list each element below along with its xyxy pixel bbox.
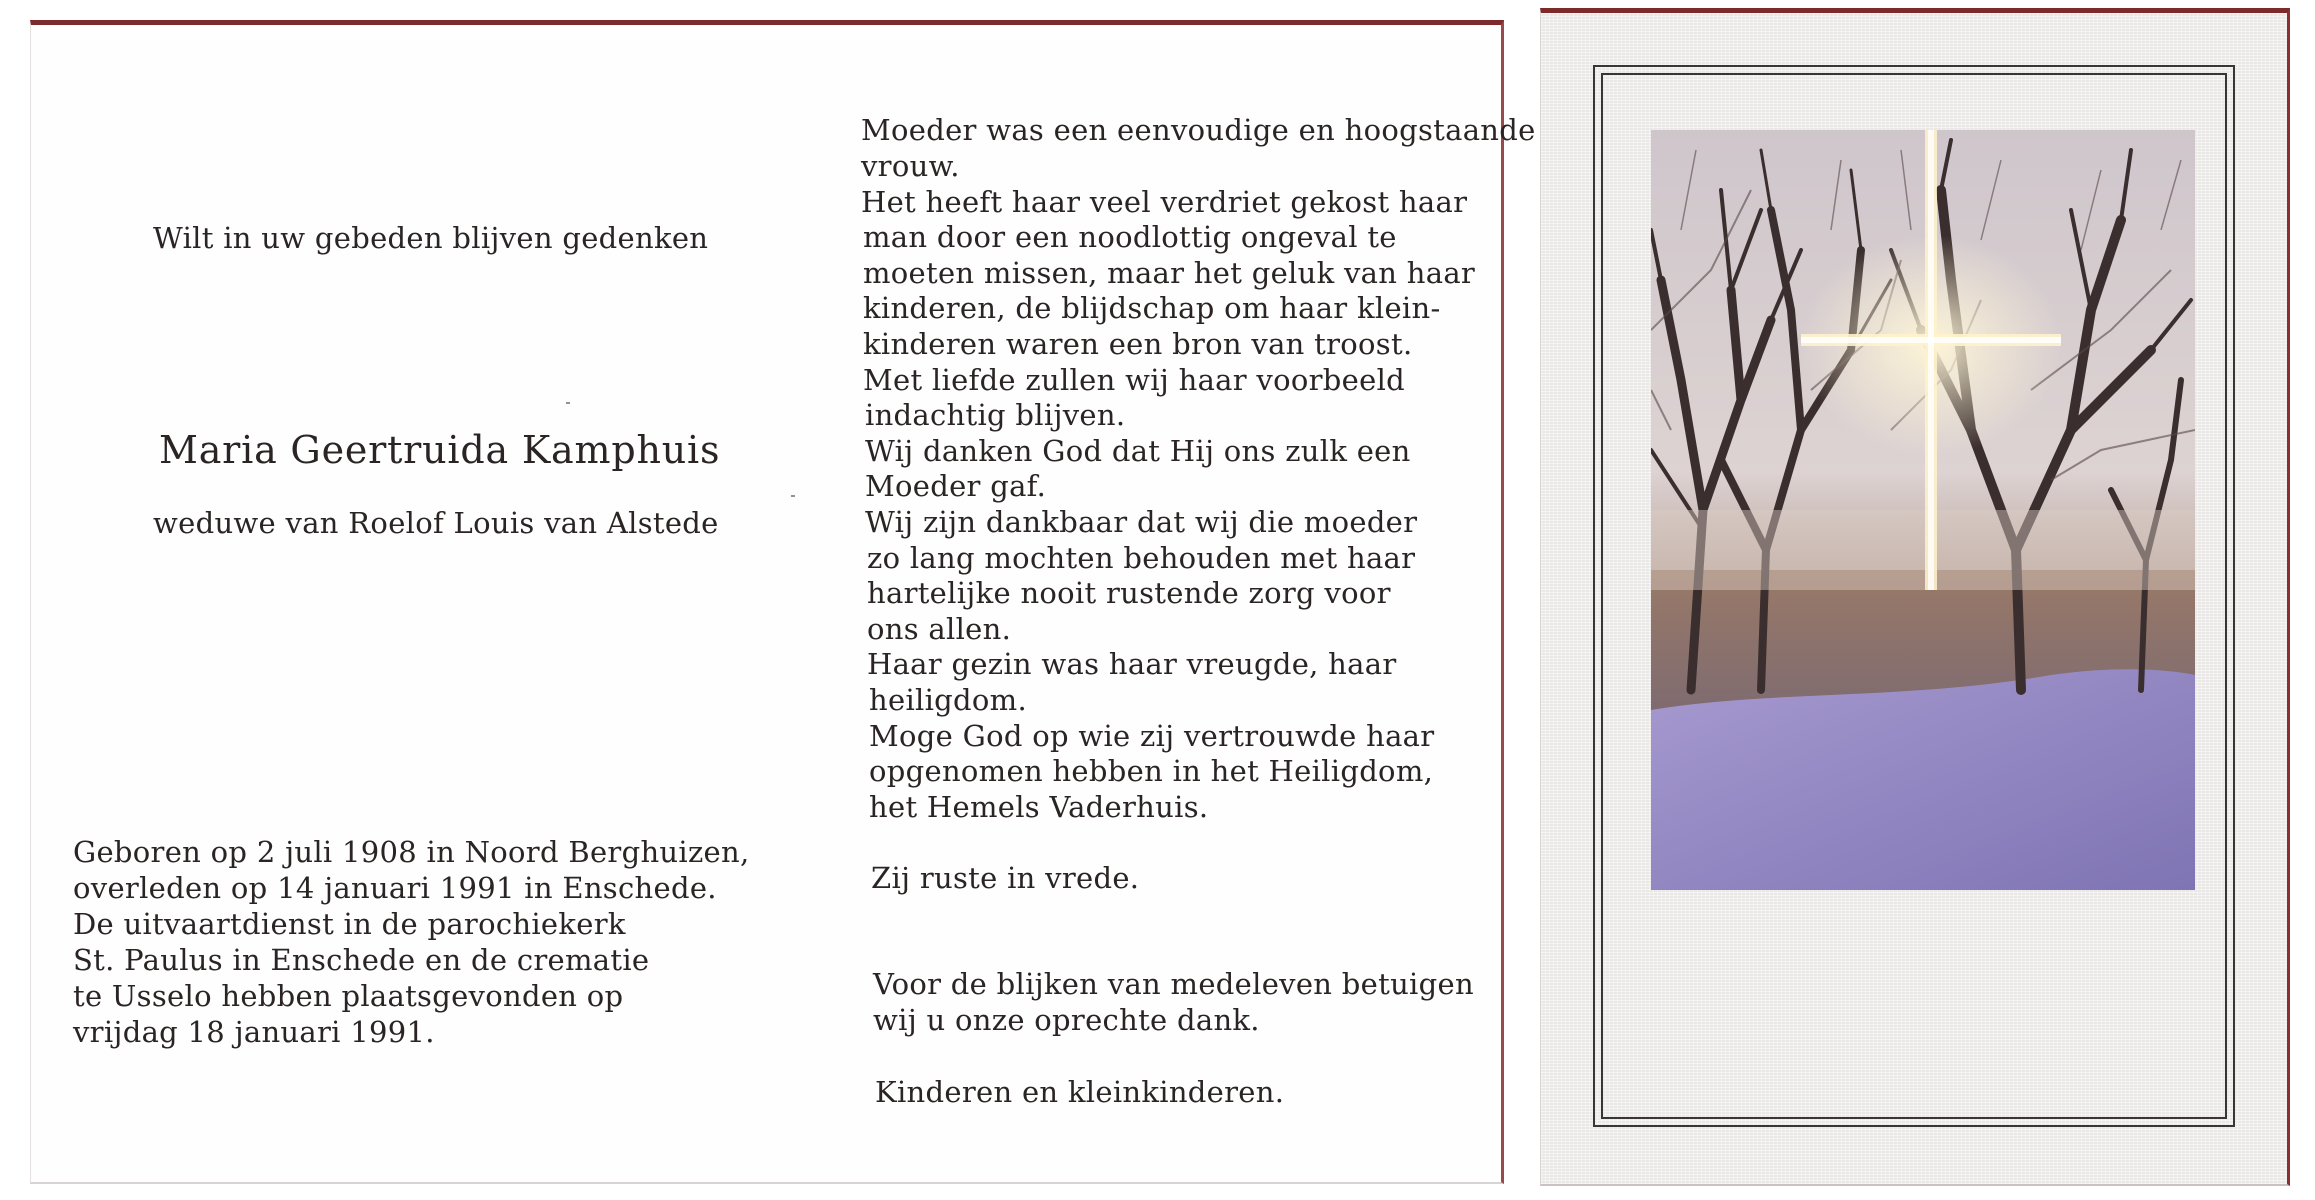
tribute-line: moeten missen, maar het geluk van haar [863,256,1476,290]
tribute-line: Moge God op wie zij vertrouwde haar [869,719,1435,753]
tribute-line: zo lang mochten behouden met haar [867,541,1416,575]
tribute-line: Moeder was een eenvoudige en hoogstaande [861,113,1536,147]
tribute-line: hartelijke nooit rustende zorg voor [867,576,1391,610]
memorial-card-inside [30,20,1536,1184]
memorial-card-cover [1540,8,2290,1186]
tribute-line: Wij zijn dankbaar dat wij die moeder [865,505,1418,539]
deceased-name: Maria Geertruida Kamphuis [159,428,721,472]
tribute-line: Met liefde zullen wij haar voorbeeld [863,363,1406,397]
snow-ground [1651,669,2195,890]
tribute-line: kinderen, de blijdschap om haar klein- [863,291,1441,325]
mist [1651,510,2195,590]
thanks-line: Voor de blijken van medeleven betuigen [873,967,1474,1001]
fold-mark [791,495,795,497]
tribute-line: heiligdom. [869,683,1027,717]
details-line: overleden op 14 januari 1991 in Enschede. [73,871,717,905]
fold-mark [566,402,570,404]
tribute-line: Haar gezin was haar vreugde, haar [867,647,1397,681]
prayer-line: Wilt in uw gebeden blijven gedenken [153,221,709,255]
details-line: te Usselo hebben plaatsgevonden op [73,979,624,1013]
details-line: St. Paulus in Enschede en de crematie [73,943,650,977]
tribute-line: het Hemels Vaderhuis. [869,790,1209,824]
cover-photo [1651,130,2195,890]
details-line: Geboren op 2 juli 1908 in Noord Berghuizen, [73,835,750,869]
tribute-line: Wij danken God dat Hij ons zulk een [865,434,1411,468]
thanks-line: wij u onze oprechte dank. [873,1003,1260,1037]
rest-in-peace-line: Zij ruste in vrede. [871,861,1140,895]
details-line: De uitvaartdienst in de parochiekerk [73,907,626,941]
tribute-line: vrouw. [861,149,960,183]
tribute-line: ons allen. [867,612,1012,646]
signature-line: Kinderen en kleinkinderen. [875,1075,1285,1109]
tribute-line: opgenomen hebben in het Heiligdom, [869,754,1434,788]
tribute-line: kinderen waren een bron van troost. [863,327,1413,361]
tribute-line: Moeder gaf. [865,469,1047,503]
tribute-line: man door een noodlottig ongeval te [863,220,1397,254]
tribute-line: Het heeft haar veel verdriet gekost haar [861,185,1468,219]
widow-line: weduwe van Roelof Louis van Alstede [153,506,719,540]
details-line: vrijdag 18 januari 1991. [73,1015,435,1049]
winter-trees-cross-image [1651,130,2195,890]
tribute-line: indachtig blijven. [865,398,1126,432]
